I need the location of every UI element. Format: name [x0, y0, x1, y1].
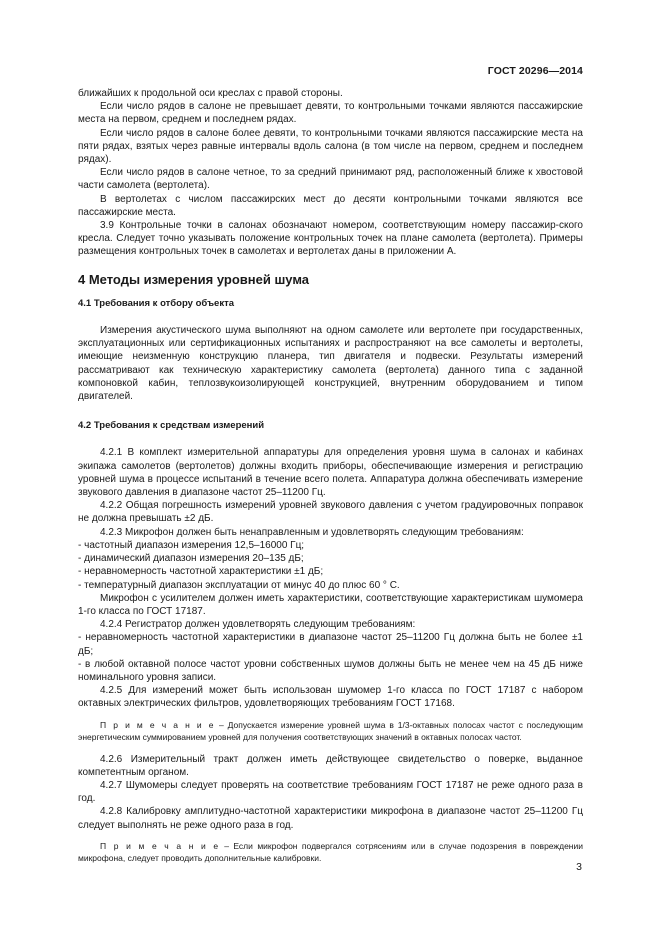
paragraph: Измерения акустического шума выполняют на одном самолете или вертолете при государственных, эксплуатационных или сертификационных испытаниях и распространяют на все самолеты и вертолеты, имеющие неизменную конструкцию планера, тип двигателя и подвески. Результаты измерений рассматривают как техническую характеристику самолета (вертолета) данного типа с заданной компоновкой кабин, теплозвукоизолирующей конструкцией, внутренним оборудованием и типом двигателей.	[78, 325, 583, 403]
page-number: 3	[576, 861, 582, 873]
note	[78, 719, 583, 743]
paragraph: В вертолетах с числом пассажирских мест до десяти контрольными точками являются все пассажирские места.	[78, 193, 583, 218]
paragraph: 4.2.8 Калибровку амплитудно-частотной характеристики микрофона в диапазоне частот 25–11200 Гц следует выполнять не реже одного раза в год.	[78, 806, 583, 831]
paragraph: 4.2.3 Микрофон должен быть ненаправленным и удовлетворять следующим требованиям:	[100, 526, 524, 538]
paragraph: 4.2.6 Измерительный тракт должен иметь действующее свидетельство о поверке, выданное компетентным органом.	[78, 753, 583, 778]
list-item: - в любой октавной полосе частот уровни собственных шумов должны быть не менее чем на 45 дБ ниже номинального уровня записи.	[78, 658, 583, 683]
paragraph: 4.2.7 Шумомеры следует проверять на соответствие требованиям ГОСТ 17187 не реже одного раза в год.	[78, 779, 583, 805]
section-heading: 4 Методы измерения уровней шума	[78, 271, 310, 287]
paragraph: Микрофон с усилителем должен иметь характеристики, соответствующие характеристикам шумомера 1-го класса по ГОСТ 17187.	[78, 592, 583, 617]
document-code: ГОСТ 20296—2014	[487, 65, 583, 77]
subsection-heading: 4.2 Требования к средствам измерений	[78, 420, 265, 432]
paragraph: 4.2.2 Общая погрешность измерений уровней звукового давления с учетом градуировочных поправок не должна превышать ±2 дБ.	[78, 500, 583, 525]
paragraph: 4.2.5 Для измерений может быть использован шумомер 1-го класса по ГОСТ 17187 с набором октавных электрических фильтров, удовлетворяющих требованиям ГОСТ 17168.	[78, 685, 583, 710]
note	[78, 840, 583, 864]
note-label: П р и м е ч а н и е	[100, 840, 220, 851]
note-text: – Если микрофон подвергался сотрясениям или в случае подозрения в повреждении микрофона, следует проводить дополнительные калибровки.	[78, 840, 583, 863]
paragraph: ближайших к продольной оси креслах с правой стороны.	[78, 88, 343, 99]
paragraph: 3.9 Контрольные точки в салонах обозначают номером, соответствующим номеру пассажир-ского кресла. Следует точно указывать положение контрольных точек на плане самолета (вертолета). Примеры размещения контрольных точек в самолетах и вертолетах даны в приложении А.	[78, 220, 583, 258]
list-item: - температурный диапазон эксплуатации от минус 40 до плюс 60 ° С.	[78, 579, 400, 591]
list-item: - неравномерность частотной характеристики в диапазоне частот 25–11200 Гц должна быть не более ±1 дБ;	[78, 632, 583, 657]
paragraph: Если число рядов в салоне более девяти, то контрольными точками являются пассажирские места на пяти рядах, взятых через равные интервалы вдоль салона (в том числе на первом, среднем и последнем рядах).	[78, 127, 583, 166]
paragraph: Если число рядов в салоне не превышает девяти, то контрольными точками являются пассажирские места на первом, среднем и последнем рядах.	[78, 101, 583, 126]
paragraph: 4.2.1 В комплект измерительной аппаратуры для определения уровня шума в салонах и кабинах экипажа самолетов (вертолетов) должны входить приборы, обеспечивающие измерения и регистрацию уровней шума в процессе испытаний в течение всего полета. Аппаратура должна обеспечивать измерение звукового давления в диапазоне частот 25–11200 Гц.	[78, 447, 583, 499]
note-text: – Допускается измерение уровней шума в 1/3-октавных полосах частот с последующим энергетическим суммированием уровней для получения соответствующих значений в октавных полосах частот.	[78, 719, 583, 742]
note-label: П р и м е ч а н и е	[100, 719, 216, 730]
list-item: - неравномерность частотной характеристики ±1 дБ;	[78, 566, 324, 578]
paragraph: Если число рядов в салоне четное, то за средний принимают ряд, расположенный ближе к хвостовой части самолета (вертолета).	[78, 167, 583, 192]
list-item: - динамический диапазон измерения 20–135 дБ;	[78, 553, 304, 565]
subsection-heading: 4.1 Требования к отбору объекта	[78, 297, 235, 309]
paragraph: 4.2.4 Регистратор должен удовлетворять следующим требованиям:	[100, 619, 416, 631]
list-item: - частотный диапазон измерения 12,5–16000 Гц;	[78, 539, 305, 551]
page-content	[78, 87, 583, 874]
